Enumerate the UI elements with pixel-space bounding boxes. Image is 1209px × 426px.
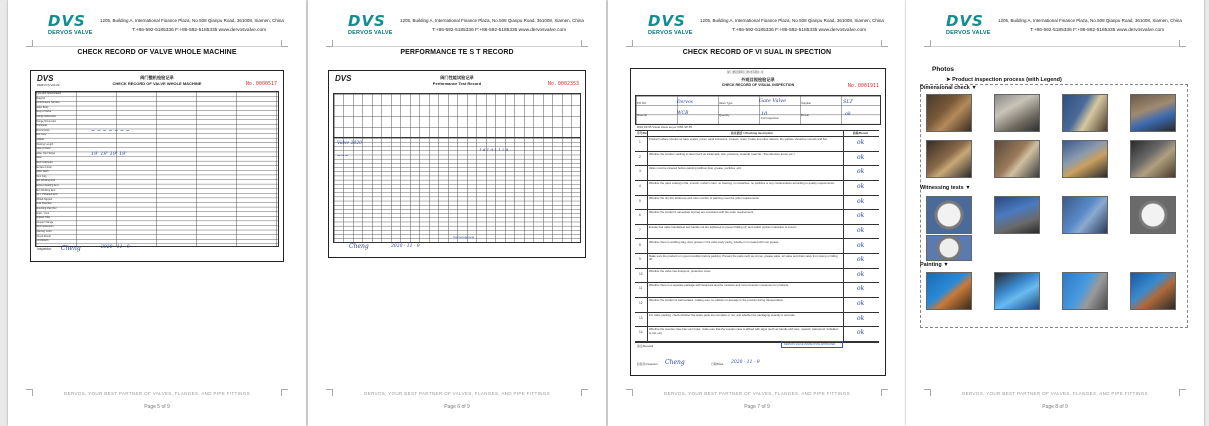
record-row-label: Material	[36, 96, 45, 100]
checklist-row	[635, 327, 879, 342]
page-number: Page 8 of 9	[1042, 404, 1068, 410]
handwritten-entries: ~ ~ ~ ~ ~ ~ ~	[91, 128, 130, 134]
photo-painted-valve-4	[1130, 272, 1176, 310]
header-divider	[632, 46, 882, 47]
record-row-label: Bolt Welding End	[36, 179, 56, 183]
checklist-row	[635, 137, 879, 152]
checklist-row-result: ok	[857, 256, 865, 264]
checklist-row-text: Whether the wooden case has vent holes, make sure that the wooden case is affixed with signs (such as handle with care, upward, waterproof, forbidden to roll, etc)	[649, 328, 839, 335]
checklist-row-text: Make sure the product is in good condition before packing. Prevent the parts such as oil cup, grease valve, air valve and drain valve from losing or falling off.	[649, 255, 838, 262]
inspector-signature: Cheng	[349, 243, 369, 250]
company-logo: DVS DERVOS VALVE	[48, 12, 93, 36]
photo-pressure-gauge-1	[926, 196, 972, 234]
record-row-label: Mounting Pad ISO	[36, 207, 57, 210]
checklist-row-text: Ensure that valve handwheel and handle nut are tightened to prevent falling off, and switch position indication is correct.	[649, 225, 798, 229]
checklist-row-number: 10	[639, 271, 643, 276]
photo-pressure-gauge-5	[926, 235, 972, 261]
checklist-row-number: 1	[639, 140, 641, 144]
checklist-row-result: ok	[857, 168, 865, 176]
company-address: 1205, Building A, International Finance Plaza, No.508 Qianpu Road, 361008, Xiamen, China	[700, 18, 884, 23]
record-row-label: Butt Welding End	[36, 188, 56, 192]
company-logo: DVS DERVOS VALVE	[946, 12, 991, 36]
checklist-row	[635, 225, 879, 240]
record-row-label: Valve Body	[36, 105, 49, 109]
record-row-label: Face to Face	[36, 147, 51, 151]
test-table-header	[333, 93, 581, 139]
page-header	[8, 8, 306, 46]
margin-mark	[1179, 40, 1186, 47]
company-logo: DVS DERVOS VALVE	[648, 12, 693, 36]
header-divider	[332, 46, 582, 47]
checklist-row-result: ok	[857, 285, 865, 293]
photo-measuring-valve-6	[994, 140, 1040, 178]
checklist-row	[635, 196, 879, 211]
page-number: Page 7 of 9	[744, 404, 770, 410]
record-row-label: Dust Cap	[36, 174, 47, 178]
inspection-date: 2020 · 11 · 9	[391, 244, 420, 249]
checklist-row	[635, 254, 879, 269]
photo-pressure-test-3	[1062, 196, 1108, 234]
record-row-label: Gear	[36, 156, 42, 160]
scanned-performance-test-record: DVS 阀门性能试验记录 Performance Test Record No. 0002353 Valve 2020 1.8 1.9 1.1 2.8 ~~~ Cheng 2020 · 11 · 9 Internal Approval	[328, 70, 586, 258]
checklist-row	[635, 298, 879, 313]
record-row-label: NPT Threaded End	[36, 193, 58, 197]
record-row-label: Drilled-Tapped	[36, 197, 53, 201]
approval-stamp: DERVOS VALVE INSPECTION APPROVED	[781, 341, 843, 348]
checklist-row-text: Valve must be cleaned before painting (without dust, grease, particles, etc)	[649, 167, 742, 171]
photo-measuring-valve-7	[1062, 140, 1108, 178]
company-contact: T:+86-592-5185336 F:+86-592-5185335 www.dervosvalve.com	[732, 28, 867, 33]
checklist-row	[635, 152, 879, 167]
checklist-row-number: 7	[639, 227, 641, 232]
margin-mark	[924, 40, 931, 47]
section-witnessing-tests: Witnessing tests ▼	[920, 185, 971, 191]
checklist-row-result: ok	[857, 212, 865, 220]
record-row-label: Flange Reference	[36, 115, 56, 118]
photo-measuring-valve-4	[1130, 94, 1176, 132]
photos-heading: Photos	[932, 66, 955, 73]
process-heading: ➤ Product inspection process (with Legend)	[946, 77, 1062, 83]
checklist-row-number: 11	[639, 286, 643, 291]
checklist-row-number: 5	[639, 198, 641, 203]
record-row-label: Stem Extension	[36, 225, 54, 229]
checklist-row-number: 6	[639, 213, 641, 218]
scanned-whole-machine-record: DVS DERVOS VALVE 阀门整机检验记录 CHECK RECORD OF VALVE WHOLE MACHINE No. 0000517 Type and Specification Material Performance Number Valve Body Body of Valve Flange Reference Flange Dimension Thickness Test Groove Bolt Hole Gasket Packing Length Face to Face Valve Top Flange Gear Stem Diameter Surface Finish Valve Stem Dust Cap Bolt Welding End Socket Welding End Butt Welding End NPT Threaded End Drilled-Tapped Flow Direction Mounting Pad ISO Drain / Vent Bypass Hole Counter Flange Stem Extension Painting Color Check Result Conclusion ~ ~ ~ ~ ~ ~ ~ 19' 19' 19' 19' Inspector Cheng 2020 · 11 · 9	[30, 70, 284, 262]
section-painting: Painting ▼	[920, 262, 949, 268]
header-divider	[930, 46, 1180, 47]
footer-slogan: DERVOS, YOUR BEST PARTNER OF VALVES, FLANGES, AND PIPE FITTINGS	[363, 391, 550, 396]
record-row-label: Flow Direction	[36, 202, 52, 206]
checklist-row	[635, 269, 879, 284]
checklist-row-text: Whether the product marking is clear (such as trademark, size, pressure, material, heat No., flow direction arrow, etc.)	[649, 152, 795, 156]
footer-slogan: DERVOS, YOUR BEST PARTNER OF VALVES, FLANGES, AND PIPE FITTINGS	[961, 391, 1148, 396]
checklist-row-result: ok	[857, 182, 865, 190]
checklist-row-number: 9	[639, 257, 641, 262]
checklist-row-number: 12	[639, 301, 643, 306]
record-row-label: Socket Welding End	[36, 184, 59, 187]
page-title: CHECK RECORD OF VALVE WHOLE MACHINE	[77, 49, 237, 56]
photo-measuring-valve-8	[1130, 140, 1176, 178]
approval-note: Internal Approval	[453, 235, 474, 239]
section-dimensional-check: Dimensional check ▼	[920, 85, 977, 91]
inspector-signature: Cheng	[61, 245, 81, 252]
company-contact: T:+86-592-5185336 F:+86-592-5185335 www.dervosvalve.com	[132, 28, 267, 33]
checklist-row-result: ok	[857, 241, 865, 249]
checklist-row-result: ok	[857, 329, 865, 337]
record-row-label: Thickness	[36, 124, 48, 128]
inspection-date: 2020 · 11 · 9	[731, 360, 760, 365]
page-header	[308, 8, 606, 46]
photo-painted-valve-3	[1062, 272, 1108, 310]
checklist-row-text: Whether the product is well isolated, making sure no collision or damage to the product during transportation.	[649, 299, 784, 303]
company-address: 1205, Building A, International Finance Plaza, No.508 Qianpu Road, 361008, Xiamen, China	[998, 18, 1182, 23]
checklist-row-text: Whether the product's nameplate and tag are consistent with the order requirements.	[649, 211, 755, 215]
company-contact: T:+86-592-5185336 F:+86-592-5185335 www.dervosvalve.com	[1030, 28, 1165, 33]
document-page-6	[308, 0, 606, 426]
checklist-row-result: ok	[857, 197, 865, 205]
checklist-row	[635, 313, 879, 328]
document-page-7	[608, 0, 906, 426]
record-row-label: Surface Finish	[36, 165, 52, 169]
page-header	[608, 8, 906, 46]
inspector-label: Inspector	[37, 247, 52, 251]
scanned-visual-inspection-record: 厦门德沃斯阀门科技有限公司 外观目视检验记录 CHECK RECORD OF VISUAL INSPECTION No. 0001911 PO NO. Dervos Valve Type Gate Valve Supplier SLT Material WCB Quantity 10 Full Inspection Result ok MSS SP-55 Visual check as per MSS SP-55 序号/No. 检查描述 / Checking description 检验/Result 1 Product surface should not have cracks, pores, sand inclusions, creases, scars, bruise and other defects, the surface should be smooth and flat. ok 2 Whether the product marking is clear (such as trademark, size, pressure, material, heat No., flow direction arrow, etc.) ok 3 Valve must be cleaned before painting (without dust, grease, particles, etc) ok 4 Whether the paint coating is flat, smooth, uniform color, no foaming, no scratches, no particles or any contamination according to quality requirements. ok 5 Whether the dry film thickness and color number of painting meet the order requirements. ok 6 Whether the product's nameplate and tag are consistent with the order requirements. ok 7 Ensure that valve handwheel and handle nut are tightened to prevent falling off, and switch position indication is correct. ok 8 Whether there is welding slag, dust, grease in the valve body cavity, whether it is coated with rust grease. ok 9 Make sure the product is in good condition before packing. Prevent the parts such as oil cup, grease valve, air valve and drain valve from losing or falling off. ok 10 Whether the valve has dustproof, protective cover. ok 11 Whether there is a separate package with desiccant and the moisture and rust prevention measures for products. ok 12 Whether the product is well isolated, making sure no collision or damage to the product during transportation. ok 13 For valve packing, check whether the spare parts are complete or not, and whether the packaging quantity is accurate. ok 14 Whether the wooden case has vent holes, make sure that the wooden case is affixed with signs (such as handle with care, upward, waterproof, forbidden to roll, etc) ok 备注/Remark DERVOS VALVE INSPECTION APPROVED 检验员/Inspector Cheng 日期/Date 2020 · 11 · 9	[630, 68, 886, 376]
record-row-label: Drain / Vent	[36, 211, 50, 215]
record-row-label: Valve Top Flange	[36, 151, 56, 155]
record-number: No. 0000517	[245, 81, 277, 87]
checklist-row-text: Whether the dry film thickness and color number of painting meet the order requirements.	[649, 196, 760, 200]
margin-mark	[881, 40, 888, 47]
record-row-label: Gasket	[36, 138, 44, 141]
checklist-row-text: Whether the paint coating is flat, smooth, uniform color, no foaming, no scratches, no particles or any contamination according to quality requirements.	[649, 181, 835, 185]
test-table-body	[333, 137, 581, 243]
checklist-row-number: 14	[639, 330, 643, 335]
checklist-row-text: Product surface should not have cracks, pores, sand inclusions, creases, scars, bruise and other defects, the surface should be smooth and flat.	[649, 138, 828, 141]
footer-slogan: DERVOS, YOUR BEST PARTNER OF VALVES, FLANGES, AND PIPE FITTINGS	[63, 391, 250, 396]
document-page-8	[906, 0, 1204, 426]
checklist-row-text: Whether there is a separate package with desiccant and the moisture and rust prevention measures for products.	[649, 284, 789, 288]
record-row-label: Body of Valve	[36, 110, 52, 114]
checklist-row	[635, 210, 879, 225]
remark-label: 备注/Remark	[637, 344, 654, 348]
header-divider	[32, 46, 282, 47]
checklist-row	[635, 283, 879, 298]
page-title: PERFORMANCE TE S T RECORD	[400, 49, 514, 56]
checklist-row-result: ok	[857, 270, 865, 278]
margin-mark	[326, 40, 333, 47]
record-row-label: Valve Stem	[36, 170, 49, 174]
record-row-label: Performance Number	[36, 101, 60, 105]
checklist-row-number: 2	[639, 154, 641, 159]
record-row-label: Bypass Hole	[36, 216, 51, 220]
inspection-date: 2020 · 11 · 9	[101, 245, 130, 250]
checklist-row-result: ok	[857, 153, 865, 161]
page-number: Page 5 of 9	[144, 404, 170, 410]
page-title: CHECK RECORD OF VI SUAL IN SPECTION	[682, 49, 832, 56]
checklist-row-result: ok	[857, 314, 865, 322]
page-header	[906, 8, 1204, 46]
inspector-label: 检验员/Inspector	[637, 362, 658, 366]
footer-slogan: DERVOS, YOUR BEST PARTNER OF VALVES, FLANGES, AND PIPE FITTINGS	[663, 391, 850, 396]
company-address: 1205, Building A, International Finance Plaza, No.508 Qianpu Road, 361008, Xiamen, China	[400, 18, 584, 23]
checklist-row-result: ok	[857, 226, 865, 234]
checklist-row-number: 13	[639, 315, 643, 320]
margin-mark	[281, 40, 288, 47]
photo-measuring-valve-1	[926, 94, 972, 132]
record-row-label: Bolt Hole	[36, 133, 47, 137]
checklist-row-number: 3	[639, 169, 641, 174]
company-address: 1205, Building A, International Finance Plaza, No.508 Qianpu Road, 361008, Xiamen, China	[100, 18, 284, 23]
checklist-row-text: Whether there is welding slag, dust, grease in the valve body cavity, whether it is coated with rust grease.	[649, 240, 780, 244]
handwritten-entries: Valve 2020	[337, 141, 363, 146]
record-row-label: Packing Length	[36, 142, 54, 146]
checklist-row-text: Whether the valve has dustproof, protective cover.	[649, 269, 712, 273]
record-row-label: Check Result	[36, 234, 51, 238]
inspector-signature: Cheng	[665, 359, 685, 366]
checklist-row	[635, 181, 879, 196]
company-contact: T:+86-592-5185336 F:+86-592-5185335 www.dervosvalve.com	[432, 28, 567, 33]
checklist-row-number: 8	[639, 242, 641, 247]
margin-mark	[626, 40, 633, 47]
photo-pressure-gauge-4	[1130, 196, 1176, 234]
company-logo: DVS DERVOS VALVE	[348, 12, 393, 36]
record-row-label: Type and Specification	[36, 92, 62, 95]
photo-painted-valve-1	[926, 272, 972, 310]
inspection-standard: MSS SP-55 Visual check as per MSS SP-55	[637, 125, 692, 129]
checklist-row-result: ok	[857, 300, 865, 308]
record-row-label: Conclusion	[36, 239, 49, 243]
document-page-5	[8, 0, 306, 426]
photo-measuring-valve-5	[926, 140, 972, 178]
checklist-row	[635, 166, 879, 181]
photo-measuring-valve-2	[994, 94, 1040, 132]
photo-measuring-valve-3	[1062, 94, 1108, 132]
margin-mark	[26, 40, 33, 47]
checklist-row-result: ok	[857, 139, 865, 146]
photo-painted-valve-2	[994, 272, 1040, 310]
record-row-label: Painting Color	[36, 230, 52, 233]
record-number: No. 0001911	[847, 83, 879, 89]
record-row-label: Test Groove	[36, 128, 50, 132]
checklist-row	[635, 240, 879, 255]
record-row-label: Flange Dimension	[36, 119, 57, 123]
checklist-row-number: 4	[639, 183, 641, 188]
margin-mark	[581, 40, 588, 47]
record-row-label: Stem Diameter	[36, 161, 53, 164]
record-row-label: Counter Flange	[36, 220, 54, 224]
page-number: Page 6 of 9	[444, 404, 470, 410]
photo-pressure-test-2	[994, 196, 1040, 234]
checklist-row-text: For valve packing, check whether the spare parts are complete or not, and whether the packaging quantity is accurate.	[649, 313, 796, 317]
record-number: No. 0002353	[547, 81, 579, 87]
